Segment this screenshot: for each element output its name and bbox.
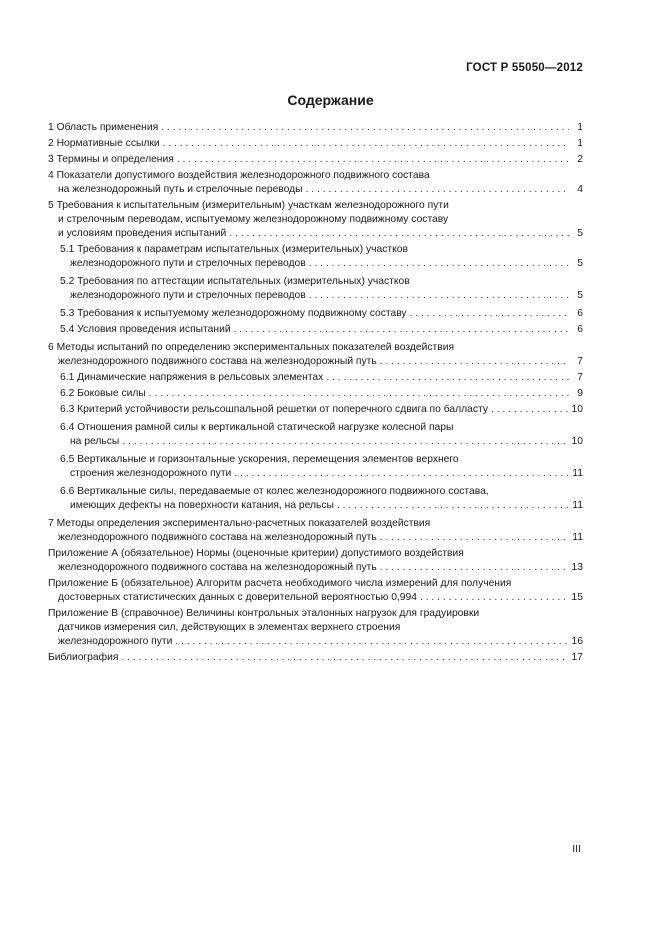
toc-leader-dots [309,289,569,303]
toc-entry-text: 6 Методы испытаний по определению экспериментальных показателей воздействия [48,342,455,353]
toc-leader-dots [234,467,568,481]
toc-entry[interactable] [48,403,583,417]
toc-leader-dots [306,183,569,197]
page-number: III [572,843,581,855]
toc-entry[interactable] [48,307,583,321]
toc-entry[interactable] [48,577,583,605]
toc-leader-dots [420,591,568,605]
toc-entry-text: и условиям проведения испытаний [58,228,227,239]
toc-entry[interactable] [48,121,583,135]
toc-leader-dots [229,227,569,241]
toc-page-number: 5 [577,290,583,301]
toc-entry-text: 6.5 Вертикальные и горизонтальные ускорения, перемещения элементов верхнего [60,454,459,465]
toc-leader-dots [491,403,568,417]
toc-leader-dots [149,387,569,401]
toc-entry-text: 4 Показатели допустимого воздействия железнодорожного подвижного состава [48,170,430,181]
toc-leader-dots [121,651,567,665]
toc-entry[interactable] [48,485,583,513]
toc-entry[interactable] [48,651,583,665]
toc-entry[interactable] [48,517,583,545]
toc-entry-text: 6.1 Динамические напряжения в рельсовых элементах [60,372,324,383]
toc-entry-text: железнодорожного пути и стрелочных переводов [70,258,306,269]
toc-entry[interactable] [48,153,583,167]
toc-page-number: 15 [571,592,583,603]
toc-entry-text: 5.4 Условия проведения испытаний [60,324,231,335]
toc-page-number: 11 [572,532,583,543]
toc-entry-text: Приложение В (справочное) Величины контрольных эталонных нагрузок для градуировки [48,608,480,619]
toc-entry[interactable] [48,453,583,481]
toc-leader-dots [326,371,569,385]
toc-entry-text: железнодорожного подвижного состава на железнодорожный путь [58,356,377,367]
toc-entry-text: 6.3 Критерий устойчивости рельсошпальной решетки от поперечного сдвига по балласту [60,404,488,415]
toc-entry-text: и стрелочным переводам, испытуемому железнодорожному подвижному составу [58,214,449,225]
toc-page-number: 13 [571,562,583,573]
toc-page-number: 5 [577,258,583,269]
toc-entry-text: железнодорожного пути [58,636,173,647]
toc-entry-text: 6.4 Отношения рамной силы к вертикальной статической нагрузке колесной пары [60,422,454,433]
toc-page-number: 1 [577,138,583,149]
toc-leader-dots [337,499,568,513]
toc-entry-text: достоверных статистических данных с доверительной вероятностью 0,994 [58,592,417,603]
toc-entry-text: 5.2 Требования по аттестации испытательных (измерительных) участков [60,276,410,287]
toc-leader-dots [175,635,567,649]
toc-entry[interactable] [48,323,583,337]
toc-page-number: 6 [577,308,583,319]
toc-entry[interactable] [48,341,583,369]
toc-entry-text: железнодорожного пути и стрелочных переводов [70,290,306,301]
toc-entry-text: 6.6 Вертикальные силы, передаваемые от колес железнодорожного подвижного состава, [60,486,489,497]
toc-entry[interactable] [48,137,583,151]
toc-entry[interactable] [48,199,583,241]
toc-entry[interactable] [48,387,583,401]
toc-page-number: 7 [577,372,583,383]
toc-entry-text: железнодорожного подвижного состава на железнодорожный путь [58,532,377,543]
toc-leader-dots [309,257,569,271]
toc-entry-text: 2 Нормативные ссылки [48,138,160,149]
toc-entry[interactable] [48,607,583,649]
toc-entry-text: 1 Область применения [48,122,159,133]
toc-entry[interactable] [48,371,583,385]
toc-page-number: 11 [572,500,583,511]
toc-page-number: 4 [577,184,583,195]
toc-leader-dots [380,355,569,369]
toc-page-number: 17 [571,652,583,663]
toc-leader-dots [163,137,569,151]
toc-entry[interactable] [48,243,583,271]
toc-entry-text: датчиков измерения сил, действующих в элементах верхнего строения [58,622,401,633]
toc-leader-dots [410,307,569,321]
toc-entry-text: 3 Термины и определения [48,154,174,165]
toc-leader-dots [380,531,569,545]
table-of-contents [48,121,583,667]
toc-entry-text: имеющих дефекты на поверхности катания, на рельсы [70,500,334,511]
toc-page-number: 7 [577,356,583,367]
toc-entry[interactable] [48,169,583,197]
toc-title: Содержание [287,92,374,108]
toc-page-number: 6 [577,324,583,335]
toc-entry-text: 5.1 Требования к параметрам испытательных (измерительных) участков [60,244,408,255]
document-header: ГОСТ Р 55050—2012 [466,62,583,74]
toc-page-number: 10 [571,436,583,447]
toc-entry-text: на железнодорожный путь и стрелочные переводы [58,184,303,195]
toc-entry[interactable] [48,547,583,575]
toc-page-number: 1 [577,122,583,133]
toc-page-number: 10 [571,404,583,415]
toc-entry-text: 5.3 Требования к испытуемому железнодорожному подвижному составу [60,308,407,319]
toc-leader-dots [161,121,569,135]
toc-leader-dots [177,153,569,167]
toc-entry-text: 7 Методы определения экспериментально-расчетных показателей воздействия [48,518,431,529]
toc-page-number: 16 [571,636,583,647]
toc-entry-text: железнодорожного подвижного состава на железнодорожный путь [58,562,377,573]
toc-entry-text: строения железнодорожного пути [70,468,232,479]
toc-entry[interactable] [48,421,583,449]
toc-page-number: 5 [577,228,583,239]
toc-leader-dots [234,323,569,337]
toc-page-number: 2 [577,154,583,165]
toc-entry-text: Библиография [48,652,119,663]
toc-entry-text: Приложение А (обязательное) Нормы (оценочные критерии) допустимого воздействия [48,548,464,559]
toc-entry-text: 6.2 Боковые силы [60,388,146,399]
toc-leader-dots [122,435,567,449]
toc-page-number: 11 [572,468,583,479]
toc-entry[interactable] [48,275,583,303]
toc-entry-text: на рельсы [70,436,120,447]
toc-page-number: 9 [577,388,583,399]
toc-entry-text: 5 Требования к испытательным (измерительным) участкам железнодорожного пути [48,200,449,211]
toc-entry-text: Приложение Б (обязательное) Алгоритм расчета необходимого числа измерений для получения [48,578,512,589]
toc-leader-dots [380,561,568,575]
